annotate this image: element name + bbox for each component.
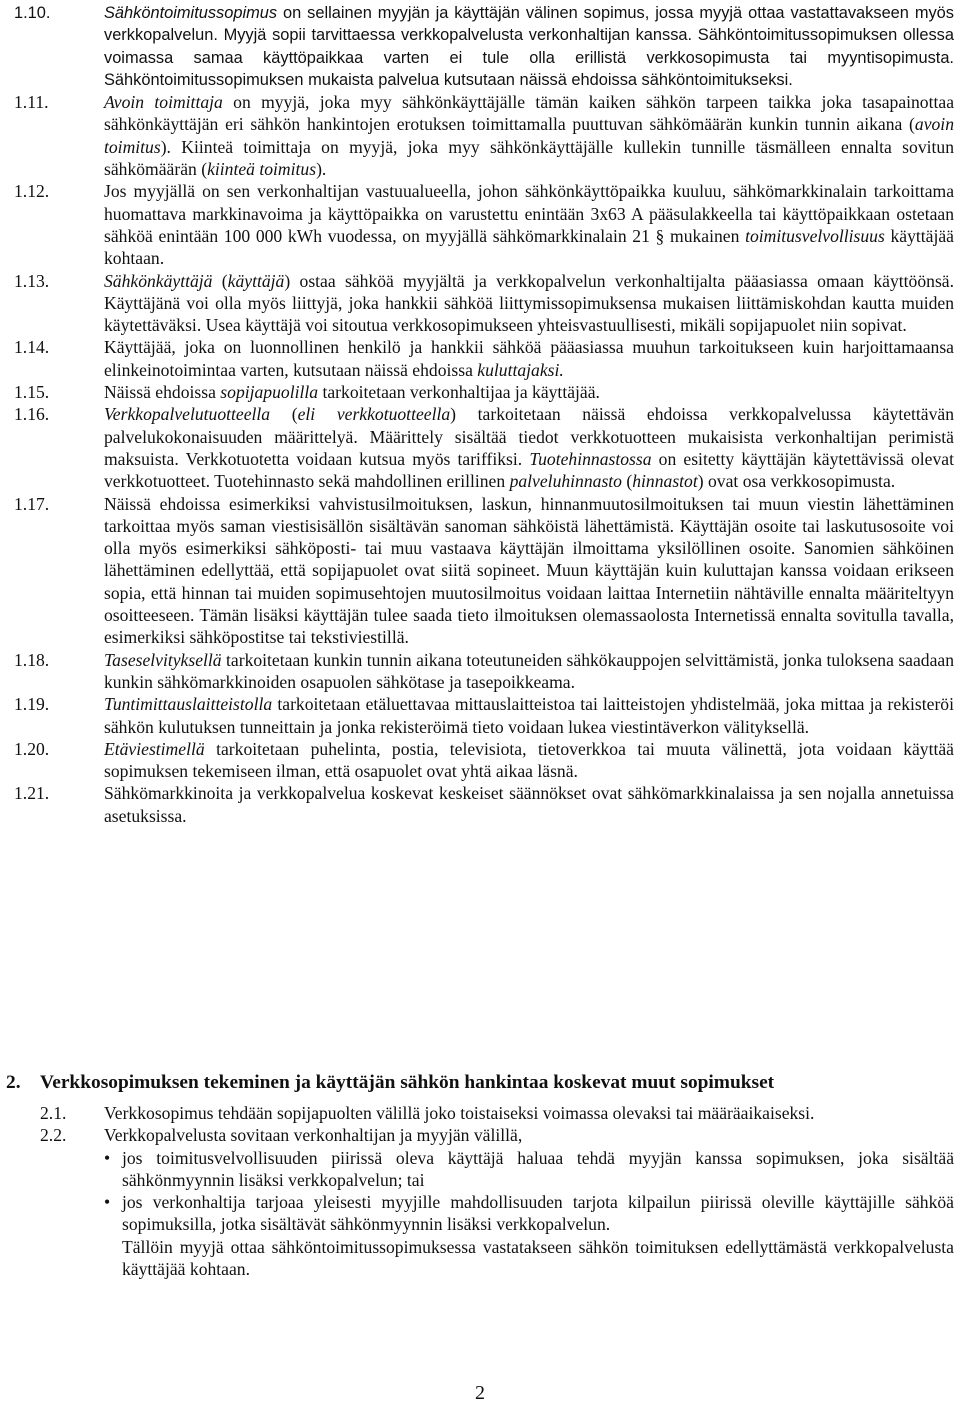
bullet-marker: • [104, 1192, 111, 1213]
italic-term: Taseselvityksellä [104, 649, 222, 670]
italic-term: Etäviestimellä [104, 738, 205, 759]
definition-item [0, 180, 960, 269]
italic-term: Tuntimittauslaitteistolla [104, 694, 273, 715]
italic-term: hinnastot [632, 471, 698, 492]
bullet-text: jos verkonhaltija tarjoaa yleisesti myyjille mahdollisuuden tarjota kilpailun piirissä oleville käyttäjille sähköä sopimuksilla, jotka sisältävät sähkönmyynnin lisäksi verkkopalvelun. [122, 1192, 954, 1235]
definition-item [0, 336, 960, 381]
definition-item [0, 91, 960, 180]
item-number: 1.16. [14, 404, 50, 425]
item-number: 1.13. [14, 270, 50, 291]
definition-item [0, 782, 960, 827]
text-run: Näissä ehdoissa [104, 382, 221, 403]
item-text [104, 404, 954, 491]
text-run: on myyjä, joka myy sähkönkäyttäjälle tämän kaiken sähkön tarpeen taikka joka tasapainottaa sähkönkäyttäjän eri sähkön hankintojen erotuksen toimittamalla puuttuvan sähkömäärän kunkin tunnin aikana ( [104, 92, 955, 135]
item-text [104, 92, 954, 179]
item-text [104, 271, 954, 336]
item-number: 1.11. [14, 92, 49, 113]
item-number: 1.20. [14, 738, 50, 759]
bullet-item [104, 1191, 954, 1236]
text-run: ( [270, 404, 298, 425]
item-text [104, 783, 954, 825]
bullet-list [104, 1147, 954, 1236]
item-number: 1.19. [14, 694, 50, 715]
text-run: ) ovat osa verkkosopimusta. [697, 471, 896, 492]
text-run: ) ostaa sähköä myyjältä ja verkkopalvelun verkonhaltijalta pääasiassa omaan käyttöönsä. Käyttäjänä voi olla myös liittyjä, joka hankkii sähköä liittymissopimuksensa mukaisen liittämiskohdan kautta muiden käytettäväksi. Usea käyttäjä voi sitoutua verkkosopimukseen yhteisvastuullisesti, mikäli sopijapuolet niin sopivat. [104, 270, 954, 336]
clause-text: Verkkopalvelusta sovitaan verkonhaltijan ja myyjän välillä, [104, 1125, 523, 1146]
definition-item [0, 403, 960, 492]
text-run: ( [621, 471, 633, 492]
page-number: 2 [475, 1382, 485, 1404]
text-run: tarkoitetaan kunkin tunnin aikana toteutuneiden sähkökauppojen selvittämistä, jonka tuloksena saadaan kunkin sähkömarkkinoiden osapuolen sähkötase ja tasepoikkeama. [104, 649, 954, 692]
italic-term: eli verkkotuotteella [297, 404, 451, 425]
item-text [104, 337, 954, 379]
item-number: 1.14. [14, 337, 50, 358]
bullet-item [104, 1147, 954, 1192]
item-text [104, 739, 954, 781]
section-number: 2. [6, 1072, 21, 1093]
italic-term: toimitusvelvollisuus [745, 225, 885, 246]
italic-term: Tuotehinnastossa [529, 448, 652, 469]
definition-item [0, 270, 960, 337]
definitions-list [0, 2, 960, 827]
italic-term: sopijapuolilla [220, 382, 319, 403]
clause-2-2 [0, 1124, 960, 1280]
definition-item [0, 738, 960, 783]
text-run: Sähkömarkkinoita ja verkkopalvelua koskevat keskeiset säännökset ovat sähkömarkkinalaissa ja sen nojalla annetuissa asetuksissa. [104, 783, 954, 826]
text-run: ( [212, 270, 228, 291]
item-text [104, 181, 954, 268]
text-run: ). Kiinteä toimittaja on myyjä, joka myy sähkönkäyttäjälle kullekin tunnille täsmälleen ennalta sovitun sähkömäärän ( [104, 136, 954, 180]
item-number: 1.17. [14, 493, 50, 514]
text-run: Jos myyjällä on sen verkonhaltijan vastuualueella, johon sähkönkäyttöpaikka kuuluu, sähkömarkkinalain tarkoittama huomattava markkinavoima ja käyttöpaikka on varustettu enintään 3x63 A pääsulakkeella tai käyttöpaikkaan ostetaan sähköä enintään 100 000 kWh vuodessa, on myyjällä sähkömarkkinalain 21 § mukainen [104, 181, 954, 246]
item-number: 1.10. [14, 4, 51, 22]
section-2 [0, 1070, 960, 1280]
italic-term: palveluhinnasto [509, 471, 622, 492]
item-number: 1.15. [14, 382, 50, 403]
text-run: on sellainen myyjän ja käyttäjän välinen sopimus, jossa myyjä ottaa vastattavakseen myös verkkopalvelun. Myyjä sopii tarvittaessa verkkopalvelusta verkonhaltijan kanssa. Sähköntoimitussopimuksen ollessa voimassa samaa käyttöpaikkaa varten ei tule olla erillistä verkkosopimusta tai myyntisopimusta. Sähköntoimitussopimuksen mukaista palvelua kutsutaan näissä ehdoissa sähköntoimitukseksi. [104, 4, 954, 89]
italic-term: avoin toimitus [104, 114, 954, 157]
item-number: 1.21. [14, 783, 50, 804]
text-run: tarkoitetaan etäluettavaa mittauslaitteistoa tai laitteistojen yhdistelmää, joka mittaa ja rekisteröi sähkön kulutuksen tunneittain ja jonka rekisteröimä tieto voidaan lukea viestintäverkon välityksellä. [104, 694, 954, 737]
bullet-marker: • [104, 1147, 111, 1168]
text-run: tarkoitetaan verkonhaltijaa ja käyttäjää. [318, 382, 600, 403]
text-run: tarkoitetaan puhelinta, postia, televisiota, tietoverkkoa tai muuta välinettä, jota voidaan käyttää sopimuksen tekemiseen ilman, että osapuolet ovat yhtä aikaa läsnä. [104, 738, 954, 782]
definition-item [0, 493, 960, 649]
section-heading [0, 1070, 960, 1096]
bullet-text: jos toimitusvelvollisuuden piirissä oleva käyttäjä haluaa tehdä myyjän kanssa sopimuksen, joka sisältää sähkönmyynnin lisäksi verkkopalvelun; tai [122, 1147, 954, 1190]
item-text [104, 382, 600, 402]
italic-term: kuluttajaksi. [477, 359, 564, 380]
text-run: käyttäjää kohtaan. [104, 225, 954, 269]
italic-term: Avoin toimittaja [104, 92, 223, 113]
clause-number: 2.1. [40, 1103, 67, 1123]
clause-number: 2.2. [40, 1125, 67, 1146]
definition-item [0, 693, 960, 738]
item-text [104, 494, 954, 648]
item-number: 1.12. [14, 181, 50, 202]
section-title: Verkkosopimuksen tekeminen ja käyttäjän sähkön hankintaa koskevat muut sopimukset [40, 1072, 775, 1093]
definition-item [0, 381, 960, 403]
italic-term: käyttäjä [227, 270, 285, 291]
italic-term: Sähkönkäyttäjä [104, 270, 213, 291]
text-run: Näissä ehdoissa esimerkiksi vahvistusilmoituksen, laskun, hinnanmuutosilmoituksen tai muun viestin lähettäminen tarkoittaa myös saman viestisisällön sisältävän sanoman sähköistä lähettämistä. Käyttäjän osoite tai laskutusosoite voi olla myös esimerkiksi sähköposti- tai muu vastaava käyttäjän ilmoittama yksilöllinen osoite. Sanomien sähköinen lähettäminen edellyttää, että sopijapuolet ovat siitä sopineet. Muun käyttäjän kuin kuluttajan kanssa voidaan erikseen sopia, että hinnan tai muiden sopimusehtojen muutosilmoitus voidaan laittaa Internetiin nähtäville ennalta määriteltyyn osoitteeseen. Tämän lisäksi käyttäjän tulee saada tieto ilmoituksen olemassaolosta Internetissä ennalta sovitulla tavalla, esimerkiksi sähköpostitse tai tekstiviestillä. [104, 493, 954, 648]
text-run: on esitetty käyttäjän käytettävissä olevat verkkotuotteet. Tuotehinnasto sekä mahdollinen erillinen [104, 448, 954, 492]
item-text [104, 694, 954, 736]
italic-term: Sähköntoimitussopimus [104, 4, 278, 22]
italic-term: kiinteä toimitus [207, 159, 317, 180]
clause-text: Verkkosopimus tehdään sopijapuolten välillä joko toistaiseksi voimassa olevaksi tai määräaikaiseksi. [104, 1103, 815, 1123]
definition-item [0, 2, 960, 91]
text-run: ) tarkoitetaan näissä ehdoissa verkkopalvelussa käytettävän palvelukokonaisuuden määrittelyä. Määrittely sisältää tiedot verkkotuotteen mukaisista verkonhaltijan perimistä maksuista. Verkkotuotetta voidaan kutsua myös tariffiksi. [104, 404, 955, 469]
text-run: Käyttäjää, joka on luonnollinen henkilö ja hankkii sähköä pääasiassa muuhun tarkoitukseen kuin harjoittamaansa elinkeinotoimintaa varten, kutsutaan näissä ehdoissa [104, 337, 954, 380]
clause-continuation: Tällöin myyjä ottaa sähköntoimitussopimuksessa vastatakseen sähkön toimituksen edellyttämästä verkkopalvelusta käyttäjää kohtaan. [122, 1236, 954, 1280]
italic-term: Verkkopalvelutuotteella [104, 404, 271, 425]
item-number: 1.18. [14, 649, 50, 670]
definition-item [0, 649, 960, 694]
clause-2-1 [0, 1102, 960, 1124]
item-text [104, 650, 954, 692]
item-text [104, 4, 954, 89]
text-run: ). [316, 159, 327, 180]
